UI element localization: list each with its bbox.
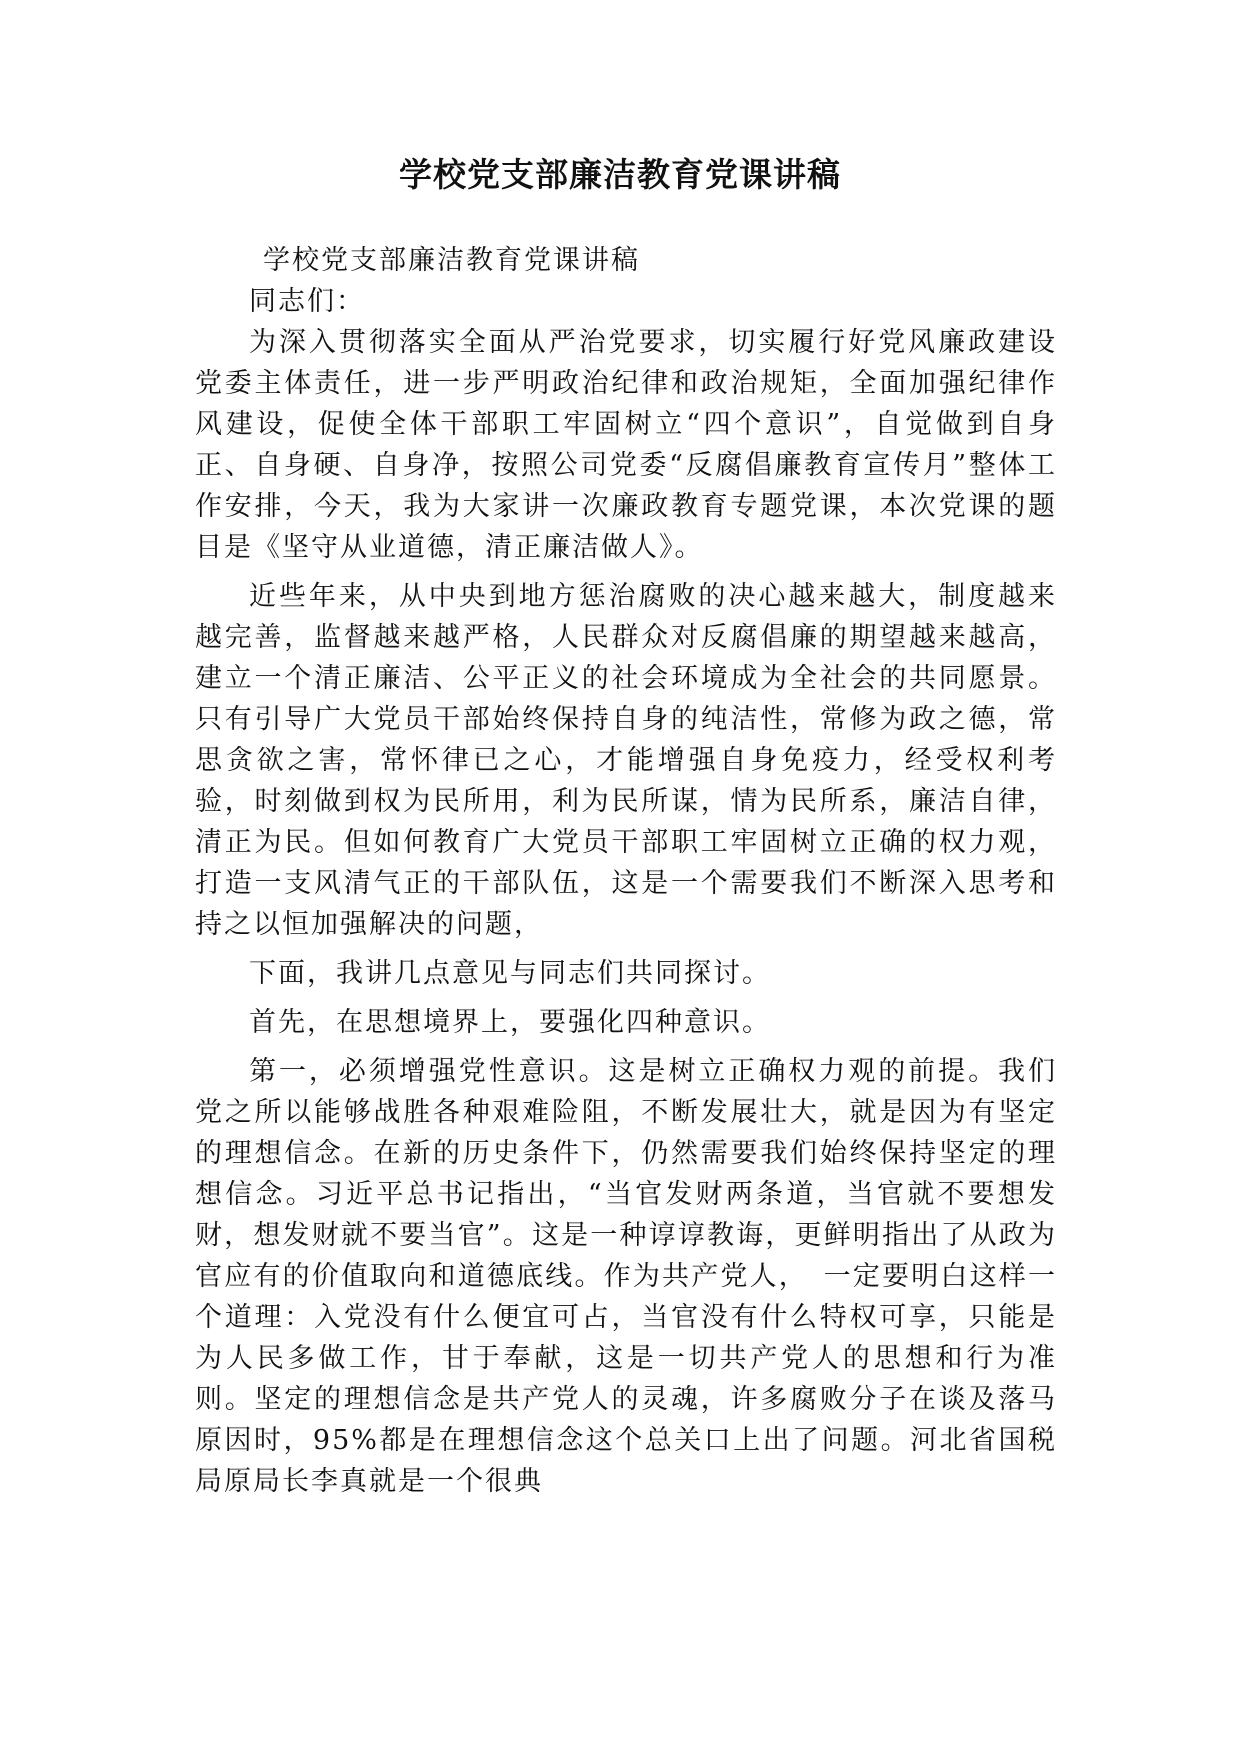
body-paragraph: 第一，必须增强党性意识。这是树立正确权力观的前提。我们党之所以能够战胜各种艰难险阻，不断发展壮大，就是因为有坚定的理想信念。在新的历史条件下，仍然需要我们始终保持坚定的理想信念。习近平总书记指出，“当官发财两条道，当官就不要想发财，想发财就不要当官”。这是一种谆谆教诲，更鲜明指出了从政为官应有的价值取向和道德底线。作为共产党人， 一定要明白这样一个道理：入党没有什么便宜可占，当官没有什么特权可享，只能是为人民多做工作，甘于奉献，这是一切共产党人的思想和行为准则。坚定的理想信念是共产党人的灵魂，许多腐败分子在谈及落马原因时，95%都是在理想信念这个总关口上出了问题。河北省国税局原局长李真就是一个很典	[195, 1056, 1057, 1497]
subtitle-paragraph: 学校党支部廉洁教育党课讲稿	[263, 245, 640, 276]
body-paragraph: 下面，我讲几点意见与同志们共同探讨。	[249, 958, 771, 989]
body-paragraph: 首先，在思想境界上，要强化四种意识。	[249, 1007, 771, 1038]
salutation-paragraph: 同志们：	[249, 286, 365, 317]
document-body	[195, 240, 1057, 1502]
body-paragraph: 近些年来，从中央到地方惩治腐败的决心越来越大，制度越来越完善，监督越来越严格，人民群众对反腐倡廉的期望越来越高，建立一个清正廉洁、公平正义的社会环境成为全社会的共同愿景。只有引导广大党员干部始终保持自身的纯洁性，常修为政之德，常思贪欲之害，常怀律已之心，才能增强自身免疫力，经受权利考验，时刻做到权为民所用，利为民所谋，情为民所系，廉洁自律，清正为民。但如何教育广大党员干部职工牢固树立正确的权力观，打造一支风清气正的干部队伍，这是一个需要我们不断深入思考和持之以恒加强解决的问题，	[195, 581, 1057, 940]
document-title: 学校党支部廉洁教育党课讲稿	[399, 155, 841, 194]
body-paragraph: 为深入贯彻落实全面从严治党要求，切实履行好党风廉政建设党委主体责任，进一步严明政治纪律和政治规矩，全面加强纪律作风建设，促使全体干部职工牢固树立“四个意识”，自觉做到自身正、自身硬、自身净，按照公司党委“反腐倡廉教育宣传月”整体工作安排，今天，我为大家讲一次廉政教育专题党课，本次党课的题目是《坚守从业道德，清正廉洁做人》。	[195, 327, 1057, 563]
